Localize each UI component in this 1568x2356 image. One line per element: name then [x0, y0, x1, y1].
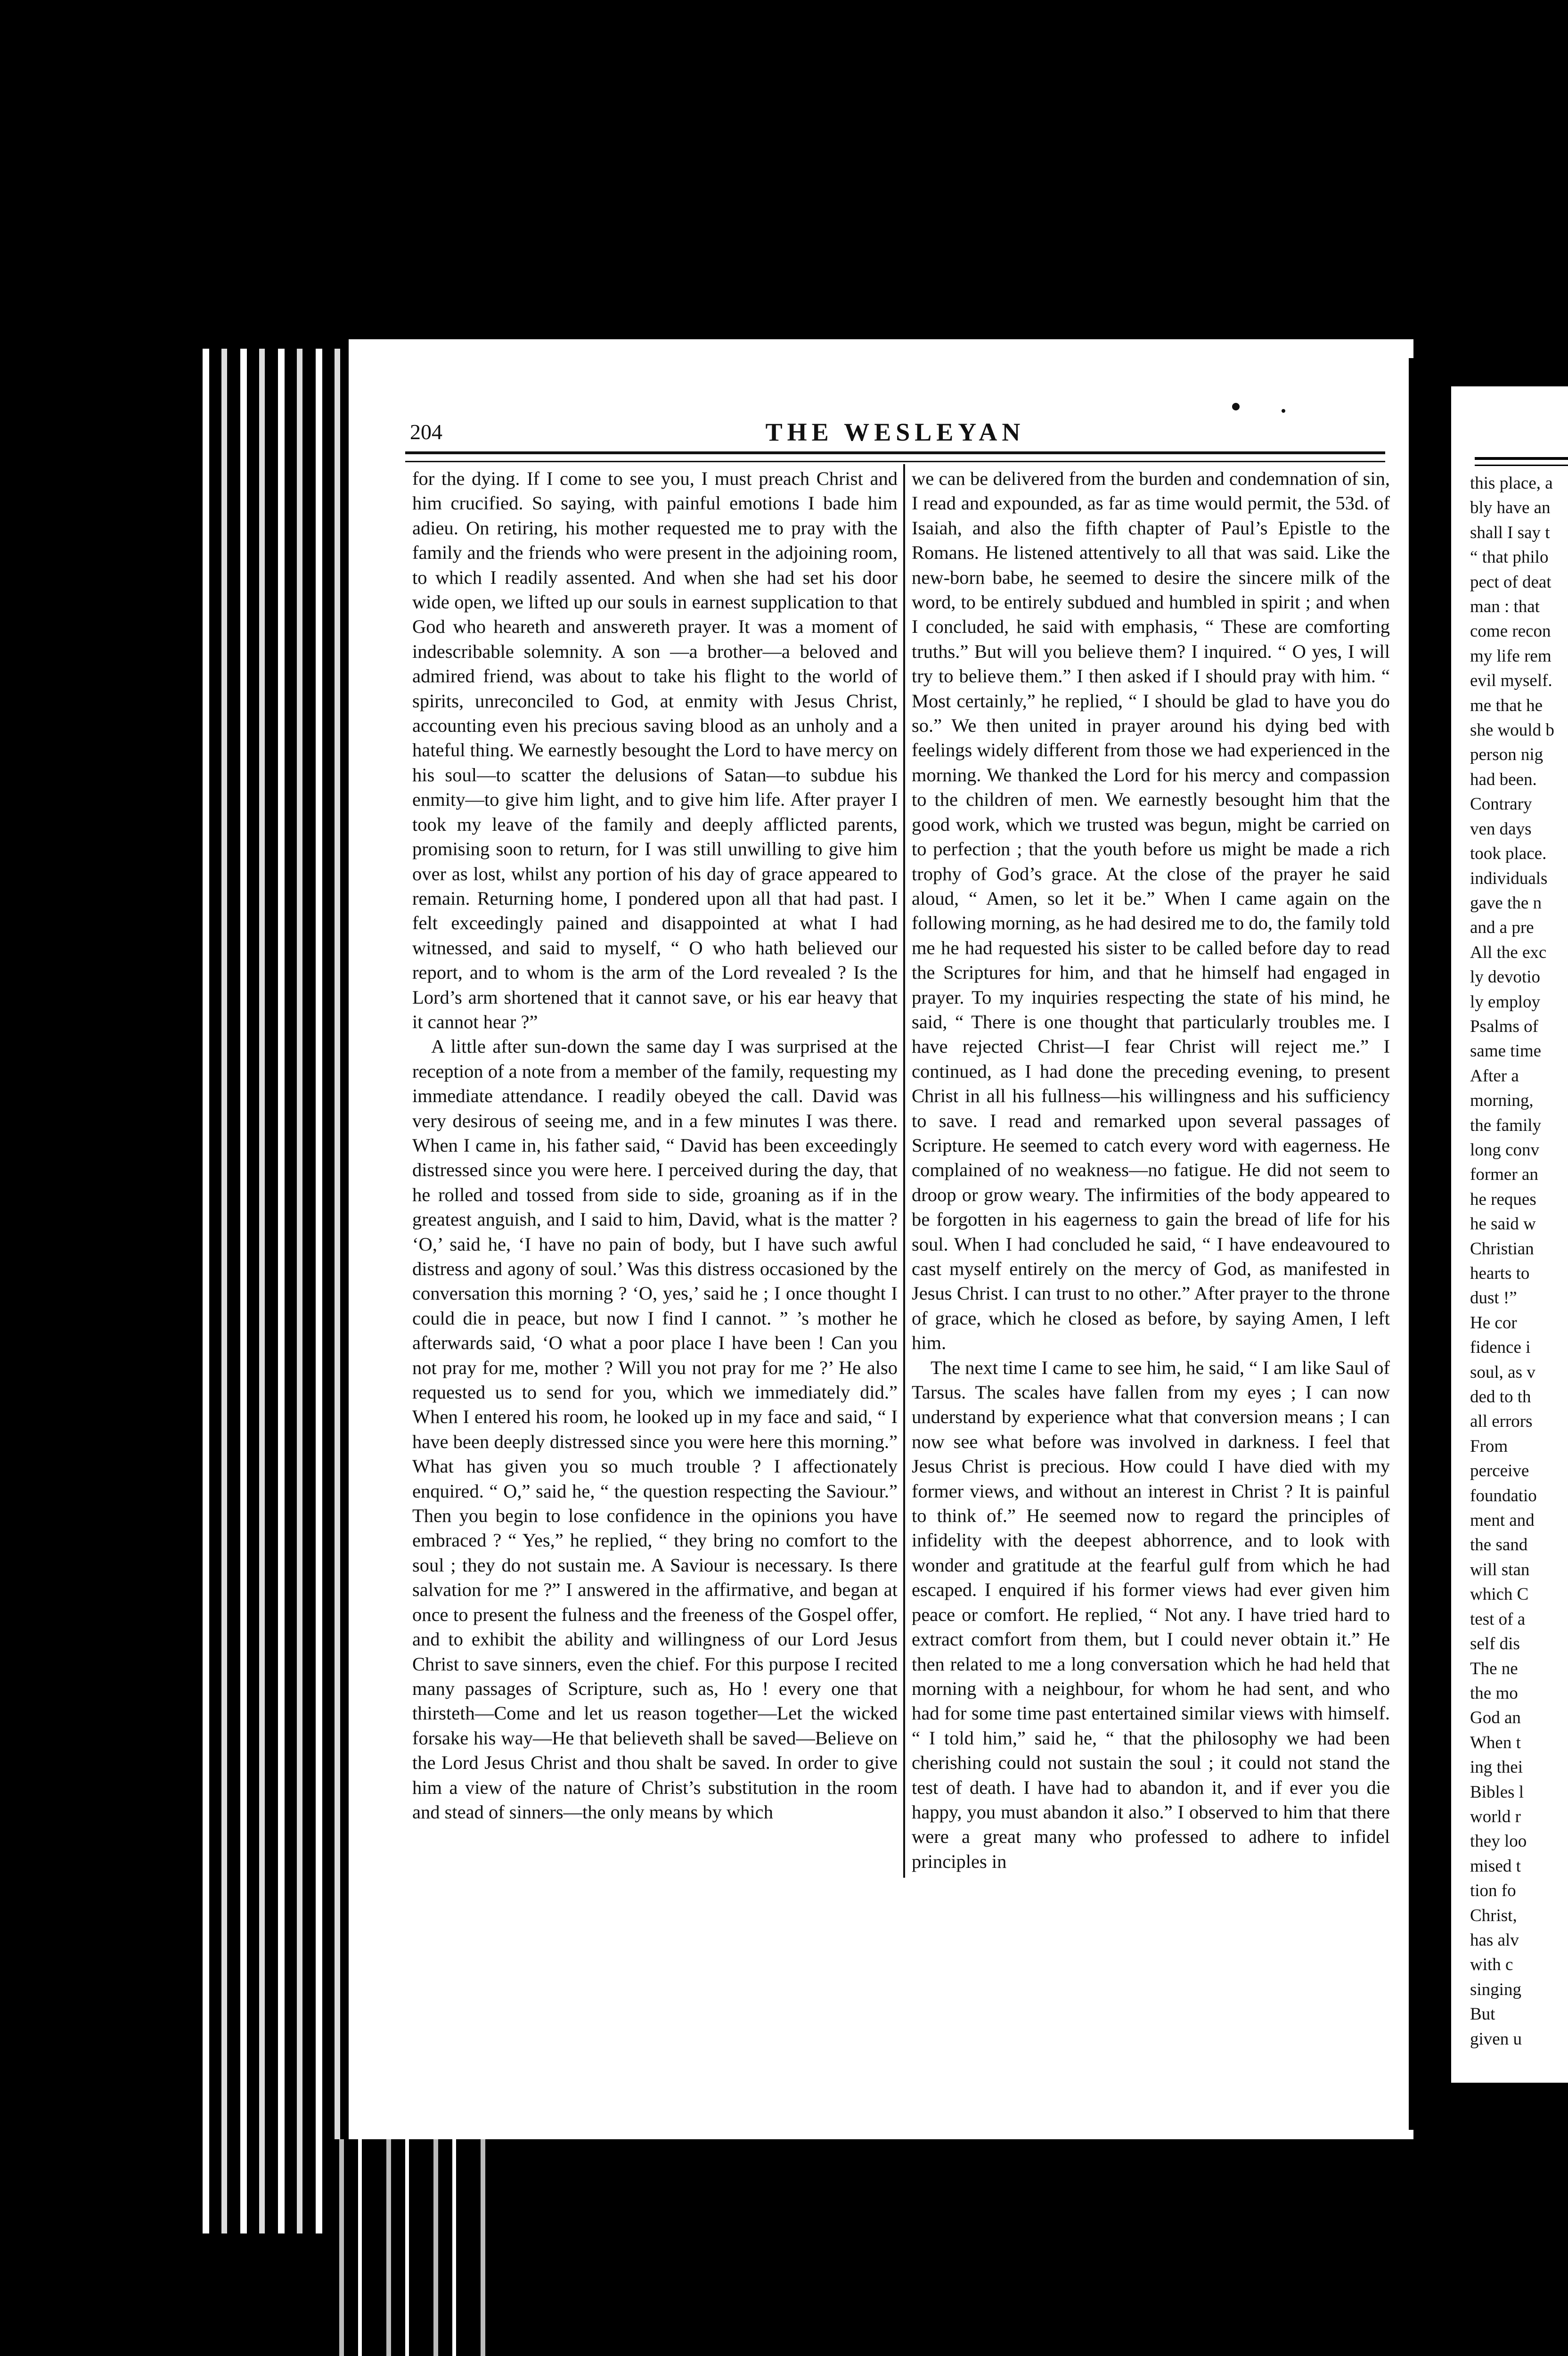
facing-page-line: morning,	[1470, 1091, 1534, 1111]
facing-page-line: and a pre	[1470, 918, 1534, 938]
ink-speck	[1282, 409, 1285, 413]
facing-page-line: they loo	[1470, 1832, 1527, 1851]
left-paragraph-2: A little after sun-down the same day I was surprised at the reception of a note from a member of the family, requesting my immediate attendance. I readily obeyed the call. David was very desirous of seeing me, and in a few minutes I was there. When I came in, his father said, “ David has been exceedingly distressed since you were here. I perceived during the day, that he rolled and tossed from side to side, groaning as if in the greatest anguish, and I said to him, David, what is the matter ? ‘O,’ said he, ‘I have no pain of body, but I have such awful distress and agony of soul.’ Was this distress occasioned by the conversation this morning ? ‘O, yes,’ said he ; I once thought I could die in peace, but now I find I cannot. ” ’s mother he afterwards said, ‘O what a poor place I have been ! Can you not pray for me, mother ? Will you not pray for me ?’ He also requested us to send for you, which we immediately did.” When I entered his room, he looked up in my face and said, “ I have been deeply distressed since you were here this morning.” What has given you so much trouble ? I affectionately enquired. “ O,” said he, “ the question respecting the Saviour.” Then you begin to lose confidence in the opinions you have embraced ? “ Yes,” he replied, “ they bring no comfort to the soul ; they do not sustain me. A Saviour is necessary. Is there salvation for me ?” I answered in the affirmative, and began at once to present the fulness and the freeness of the Gospel offer, and to exhibit the ability and willingness of our Lord Jesus Christ to save sinners, even the chief. For this purpose I recited many passages of Scripture, such as, Ho ! every one that thirsteth—Come and let us reason together—Let the wicked forsake his way—He that believeth shall be saved—Believe on the Lord Jesus Christ and thou shalt be saved. In order to give him a view of the nature of Christ’s substitution in the room and stead of sinners—the only means by which	[412, 1036, 898, 1823]
facing-page-line: with c	[1470, 1955, 1513, 1975]
facing-page-line: all errors	[1470, 1412, 1533, 1432]
page-number: 204	[410, 420, 442, 444]
facing-page-line: took place.	[1470, 844, 1547, 864]
facing-page-line: Christ,	[1470, 1906, 1517, 1925]
book-binding-bottom	[330, 2139, 495, 2356]
facing-page-line: Christian	[1470, 1239, 1534, 1259]
facing-page-line: fidence i	[1470, 1338, 1531, 1358]
facing-page-line: foundatio	[1470, 1486, 1537, 1505]
facing-page-line: will stan	[1470, 1560, 1530, 1579]
gutter-shadow	[1409, 358, 1428, 2130]
facing-page-line: dust !”	[1470, 1288, 1517, 1308]
facing-page-line: Bibles l	[1470, 1782, 1524, 1802]
facing-page-line: tion fo	[1470, 1881, 1516, 1901]
right-column	[912, 466, 1390, 1874]
facing-page-line: me that he	[1470, 695, 1543, 715]
page-header	[410, 419, 1380, 452]
facing-page-line: the family	[1470, 1115, 1542, 1135]
facing-page-line: singing	[1470, 1980, 1521, 1999]
facing-page-line: mised t	[1470, 1856, 1521, 1876]
facing-page-line: From	[1470, 1436, 1508, 1456]
facing-page-line: come recon	[1470, 622, 1551, 641]
column-divider	[903, 464, 905, 1878]
facing-page-line: self dis	[1470, 1634, 1520, 1654]
facing-page-line: pect of deat	[1470, 572, 1552, 592]
facing-page-line: shall I say t	[1470, 523, 1550, 542]
facing-page-line: ly devotio	[1470, 967, 1541, 987]
facing-page-line: individuals	[1470, 868, 1548, 888]
facing-page-line: test of a	[1470, 1609, 1526, 1629]
facing-page-line: The ne	[1470, 1659, 1518, 1678]
facing-page-line: ly employ	[1470, 992, 1541, 1012]
facing-page-text	[1470, 471, 1568, 2052]
facing-page-line: this place, a	[1470, 474, 1553, 493]
facing-page-line: former an	[1470, 1165, 1538, 1185]
facing-page-line: perceive	[1470, 1461, 1529, 1481]
header-rule	[405, 451, 1385, 462]
facing-page-line: “ that philo	[1470, 548, 1549, 567]
facing-page-line: After a	[1470, 1066, 1519, 1086]
facing-page-line: she would b	[1470, 720, 1554, 740]
facing-page-line: has alv	[1470, 1930, 1519, 1950]
facing-page-line: long conv	[1470, 1140, 1539, 1160]
facing-page-line: Contrary	[1470, 794, 1532, 814]
facing-page-line: ven days	[1470, 819, 1532, 839]
facing-page-line: the mo	[1470, 1683, 1518, 1703]
facing-page-line: he reques	[1470, 1189, 1536, 1209]
facing-page-line: ded to th	[1470, 1387, 1531, 1407]
facing-page-line: hearts to	[1470, 1264, 1530, 1283]
facing-page-line: ment and	[1470, 1511, 1535, 1530]
facing-page-line: God an	[1470, 1708, 1521, 1728]
facing-page-line: world r	[1470, 1807, 1521, 1826]
facing-page-line: same time	[1470, 1041, 1542, 1061]
facing-page-fragment	[1451, 386, 1568, 2083]
facing-page-line: had been.	[1470, 769, 1537, 789]
facing-page-line: ing thei	[1470, 1758, 1523, 1777]
facing-page-line: bly have an	[1470, 498, 1551, 518]
facing-page-line: soul, as v	[1470, 1362, 1535, 1382]
book-binding-left	[203, 349, 353, 2233]
facing-page-line: gave the n	[1470, 893, 1542, 913]
facing-page-line: given u	[1470, 2029, 1522, 2049]
right-paragraph-2: The next time I came to see him, he said, “ I am like Saul of Tarsus. The scales have fallen from my eyes ; I can now understand by experience what that conversion means ; I can now see what before was involved in darkness. I feel that Jesus Christ is precious. How could I have died with my former views, and without an interest in Christ ? It is painful to think of.” He seemed now to regard the principles of infidelity with the deepest abhorrence, and to look with wonder and gratitude at the fearful gulf from which he had escaped. I enquired if his former views had ever given him peace or comfort. He replied, “ Not any. I have tried hard to extract comfort from them, but I could never obtain it.” He then related to me a long conversation which he had held that morning with a neighbour, for whom he had sent, and who had for some time past entertained similar views with himself. “ I told him,” said he, “ that the philosophy we had been cherishing could not sustain the soul ; it could not stand the test of death. I have had to abandon it, and if ever you die happy, you must abandon it also.” I observed to him that there were a great many who professed to adhere to infidel principles in	[912, 1357, 1390, 1872]
facing-page-line: Psalms of	[1470, 1016, 1538, 1036]
facing-page-rule	[1475, 457, 1568, 466]
running-title: THE WESLEYAN	[765, 418, 1025, 446]
facing-page-line: He cor	[1470, 1313, 1517, 1333]
facing-page-line: which C	[1470, 1585, 1529, 1604]
facing-page-line: my life rem	[1470, 646, 1552, 666]
facing-page-line: man : that	[1470, 597, 1540, 617]
facing-page-line: But	[1470, 2004, 1495, 2024]
facing-page-line: When t	[1470, 1733, 1521, 1752]
right-paragraph-1: we can be delivered from the burden and condemnation of sin, I read and expounded, as far as time would permit, the 53d. of Isaiah, and also the fifth chapter of Paul’s Epistle to the Romans. He listened attentively to all that was said. Like the new-born babe, he seemed to desire the sincere milk of the word, to be entirely subdued and humbled in spirit ; and when I concluded, he said with emphasis, “ These are comforting truths.” But will you believe them? I inquired. “ O yes, I will try to believe them.” I then asked if I should pray with him. “ Most certainly,” he replied, “ I should be glad to have you do so.” We then united in prayer around his dying bed with feelings widely different from those we had experienced in the morning. We thanked the Lord for his mercy and compassion to the children of men. We earnestly besought him that the good work, which we trusted was begun, might be carried on to perfection ; that the youth before us might be made a rich trophy of God’s grace. At the close of the prayer he said aloud, “ Amen, so let it be.” When I came again on the following morning, as he had desired me to do, the family told me he had requested his sister to be called before day to read the Scriptures for him, and that he himself had engaged in prayer. To my inquiries respecting the state of his mind, he said, “ There is one thought that particularly troubles me. I have rejected Christ—I fear Christ will reject me.” I continued, as I had done the preceding evening, to present Christ in all his fullness—his willingness and his sufficiency to save. I read and remarked upon several passages of Scripture. He seemed to catch every word with eagerness. He complained of no weakness—no fatigue. He did not seem to droop or grow weary. The infirmities of the body appeared to be forgotten in his eagerness to gain the bread of life for his soul. When I had concluded he said, “ I have endeavoured to cast myself entirely on the mercy of God, as manifested in Jesus Christ. I can trust to no other.” After prayer to the throne of grace, which he closed as before, by saying Amen, I left him.	[912, 468, 1390, 1354]
facing-page-line: All the exc	[1470, 942, 1547, 962]
left-paragraph-1: for the dying. If I come to see you, I must preach Christ and him crucified. So saying, with painful emotions I bade him adieu. On retiring, his mother requested me to pray with the family and the friends who were present in the adjoining room, to which I readily assented. And when she had set his door wide open, we lifted up our souls in earnest supplication to that God who heareth and answereth prayer. It was a moment of indescribable solemnity. A son —a brother—a beloved and admired friend, was about to take his flight to the world of spirits, unreconciled to God, at enmity with Jesus Christ, accounting even his precious saving blood as an unholy and a hateful thing. We earnestly besought the Lord to have mercy on his soul—to scatter the delusions of Satan—to subdue his enmity—to give him light, and to give him life. After prayer I took my leave of the family and deeply afflicted parents, promising soon to return, for I was still unwilling to give him over as lost, whilst any portion of his day of grace appeared to remain. Returning home, I pondered upon all that had past. I felt exceedingly pained and disappointed at what I had witnessed, and said to myself, “ O who hath believed our report, and to whom is the arm of the Lord revealed ? Is the Lord’s arm shortened that it cannot save, or his ear heavy that it cannot hear ?”	[412, 468, 898, 1032]
ink-speck	[1232, 403, 1240, 410]
left-column	[412, 466, 898, 1824]
facing-page-line: he said w	[1470, 1214, 1536, 1234]
facing-page-line: the sand	[1470, 1535, 1528, 1555]
facing-page-line: person nig	[1470, 745, 1544, 765]
facing-page-line: evil myself.	[1470, 671, 1552, 691]
